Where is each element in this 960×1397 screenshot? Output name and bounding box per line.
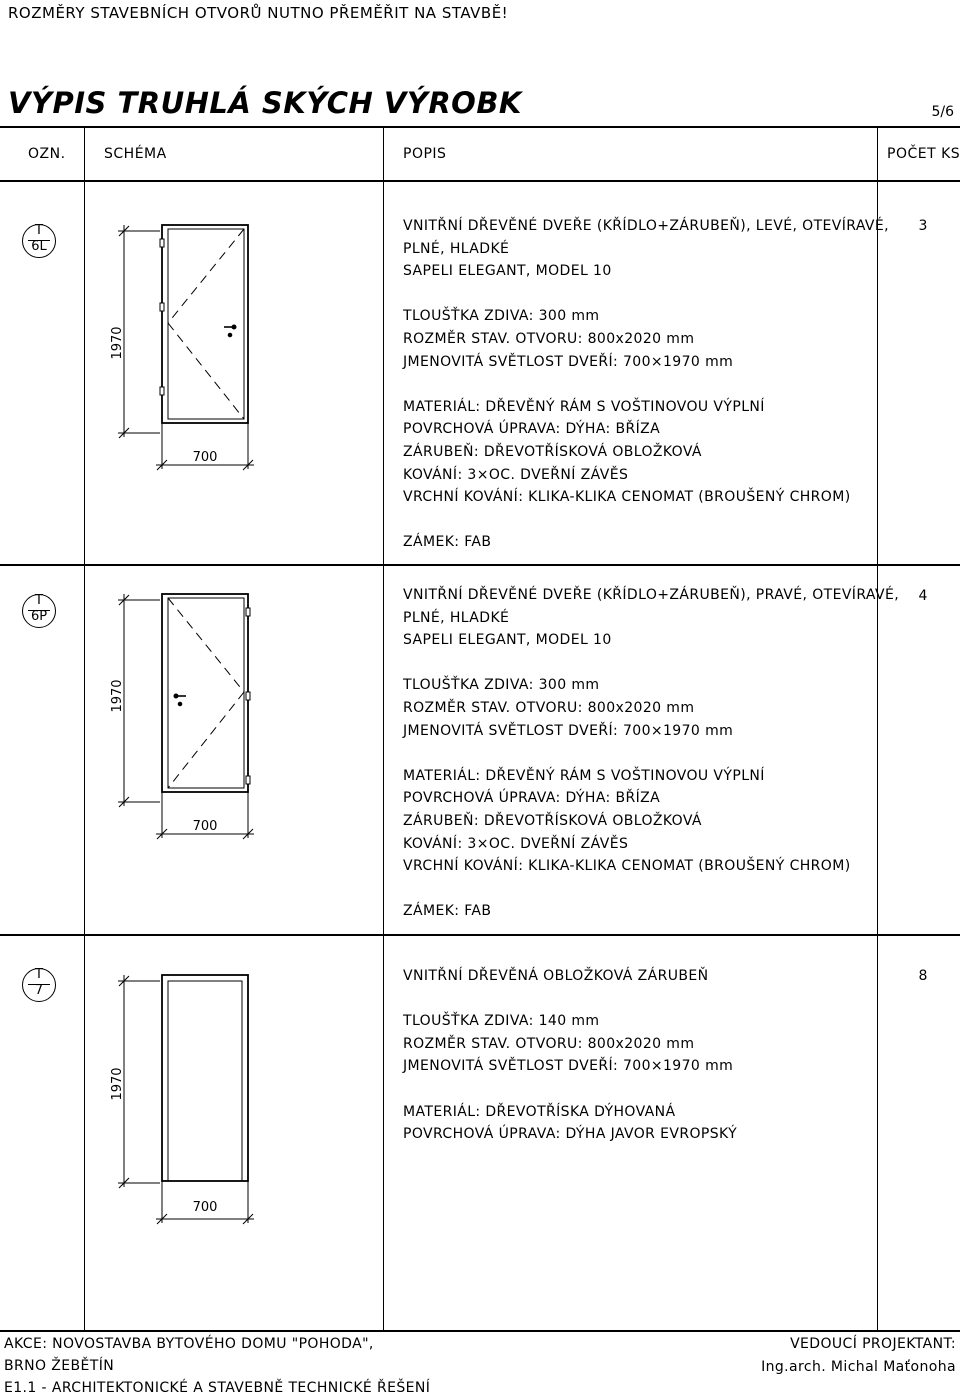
footer-akce: AKCE: NOVOSTAVBA BYTOVÉHO DOMU "POHODA", <box>4 1336 374 1352</box>
code-type: T <box>35 593 43 608</box>
description-line: ZÁRUBEŇ: DŘEVOTŘÍSKOVÁ OBLOŽKOVÁ <box>403 812 702 829</box>
description-line: MATERIÁL: DŘEVĚNÝ RÁM S VOŠTINOVOU VÝPLNÍ <box>403 398 765 415</box>
description-line <box>403 742 899 765</box>
description-line <box>403 509 889 532</box>
item-description <box>403 965 737 1146</box>
item-quantity: 4 <box>918 588 928 604</box>
description-line: JMENOVITÁ SVĚTLOST DVEŘÍ: 700×1970 mm <box>403 722 734 739</box>
item-description <box>403 584 899 923</box>
description-line: VRCHNÍ KOVÁNÍ: KLIKA-KLIKA CENOMAT (BROUŠENÝ CHROM) <box>403 489 851 506</box>
description-line <box>403 988 737 1011</box>
column-header-pocet: POČET KS <box>887 146 960 162</box>
header-bottom-rule <box>0 180 960 182</box>
description-line: POVRCHOVÁ ÚPRAVA: DÝHA: BŘÍZA <box>403 790 661 807</box>
page-title: VÝPIS TRUHLÁ SKÝCH VÝROBK <box>8 86 522 120</box>
item-description <box>403 215 889 554</box>
item-code-badge <box>22 224 56 258</box>
description-line <box>403 878 899 901</box>
footer-lead-label: VEDOUCÍ PROJEKTANT: <box>790 1336 956 1352</box>
description-line: VNITŘNÍ DŘEVĚNÁ OBLOŽKOVÁ ZÁRUBEŇ <box>403 968 709 984</box>
description-line <box>403 283 889 306</box>
description-line: VNITŘNÍ DŘEVĚNÉ DVEŘE (KŘÍDLO+ZÁRUBEŇ), PRAVÉ, OTEVÍRAVÉ, <box>403 587 900 603</box>
dim-width-label: 700 <box>192 1200 218 1215</box>
dim-height-label: 1970 <box>110 679 125 713</box>
column-header-popis: POPIS <box>403 146 447 162</box>
code-number: 6P <box>30 609 48 624</box>
column-header-schema: SCHÉMA <box>104 146 167 162</box>
code-type: T <box>35 223 43 238</box>
door-schema-left <box>100 215 260 473</box>
row-divider <box>0 1330 960 1332</box>
column-divider <box>84 127 85 1331</box>
item-quantity: 8 <box>918 968 928 984</box>
code-number: 6L <box>31 239 47 254</box>
footer-location: BRNO ŽEBĚTÍN <box>4 1358 115 1374</box>
item-code-badge <box>22 968 56 1002</box>
top-note: ROZMĚRY STAVEBNÍCH OTVORŮ NUTNO PŘEMĚŘIT NA STAVBĚ! <box>8 4 509 22</box>
description-line: POVRCHOVÁ ÚPRAVA: DÝHA JAVOR EVROPSKÝ <box>403 1126 738 1143</box>
description-line: POVRCHOVÁ ÚPRAVA: DÝHA: BŘÍZA <box>403 421 661 438</box>
description-line: KOVÁNÍ: 3×OC. DVEŘNÍ ZÁVĚS <box>403 835 629 852</box>
code-type: T <box>35 967 43 982</box>
description-line: KOVÁNÍ: 3×OC. DVEŘNÍ ZÁVĚS <box>403 466 629 483</box>
dim-height-label: 1970 <box>110 1067 125 1101</box>
description-line: ROZMĚR STAV. OTVORU: 800x2020 mm <box>403 1035 695 1052</box>
description-line: ZÁRUBEŇ: DŘEVOTŘÍSKOVÁ OBLOŽKOVÁ <box>403 443 702 460</box>
dim-height-label: 1970 <box>110 326 125 360</box>
description-line: VNITŘNÍ DŘEVĚNÉ DVEŘE (KŘÍDLO+ZÁRUBEŇ), LEVÉ, OTEVÍRAVÉ, <box>403 218 889 234</box>
frame-schema <box>100 965 260 1227</box>
door-schema-right <box>100 584 260 842</box>
description-line: ZÁMEK: FAB <box>403 903 492 920</box>
description-line: MATERIÁL: DŘEVĚNÝ RÁM S VOŠTINOVOU VÝPLNÍ <box>403 767 765 784</box>
description-line: ROZMĚR STAV. OTVORU: 800x2020 mm <box>403 699 695 716</box>
footer-lead-name: Ing.arch. Michal Maťonoha <box>761 1359 956 1375</box>
description-line: MATERIÁL: DŘEVOTŘÍSKA DÝHOVANÁ <box>403 1103 676 1120</box>
code-number: 7 <box>34 983 44 998</box>
description-line: TLOUŠŤKA ZDIVA: 300 mm <box>403 677 600 694</box>
column-header-ozn: OZN. <box>28 146 66 162</box>
row-divider <box>0 564 960 566</box>
description-line: TLOUŠŤKA ZDIVA: 300 mm <box>403 308 600 325</box>
footer-section: E1.1 - ARCHITEKTONICKÉ A STAVEBNĚ TECHNICKÉ ŘEŠENÍ <box>4 1380 431 1396</box>
item-code-badge <box>22 594 56 628</box>
description-line: PLNÉ, HLADKÉ <box>403 609 510 626</box>
description-line <box>403 652 899 675</box>
column-divider <box>383 127 384 1331</box>
description-line: JMENOVITÁ SVĚTLOST DVEŘÍ: 700×1970 mm <box>403 353 734 370</box>
description-line: SAPELI ELEGANT, MODEL 10 <box>403 263 612 280</box>
dim-width-label: 700 <box>192 819 218 834</box>
dim-width-label: 700 <box>192 450 218 465</box>
description-line: TLOUŠŤKA ZDIVA: 140 mm <box>403 1013 600 1030</box>
item-quantity: 3 <box>918 218 928 234</box>
description-line: VRCHNÍ KOVÁNÍ: KLIKA-KLIKA CENOMAT (BROUŠENÝ CHROM) <box>403 858 851 875</box>
row-divider <box>0 934 960 936</box>
header-top-rule <box>0 126 960 128</box>
description-line: PLNÉ, HLADKÉ <box>403 240 510 257</box>
description-line: ROZMĚR STAV. OTVORU: 800x2020 mm <box>403 330 695 347</box>
description-line: ZÁMEK: FAB <box>403 534 492 551</box>
description-line: JMENOVITÁ SVĚTLOST DVEŘÍ: 700×1970 mm <box>403 1058 734 1075</box>
page-number: 5/6 <box>931 104 954 120</box>
description-line: SAPELI ELEGANT, MODEL 10 <box>403 632 612 649</box>
description-line <box>403 1078 737 1101</box>
description-line <box>403 373 889 396</box>
